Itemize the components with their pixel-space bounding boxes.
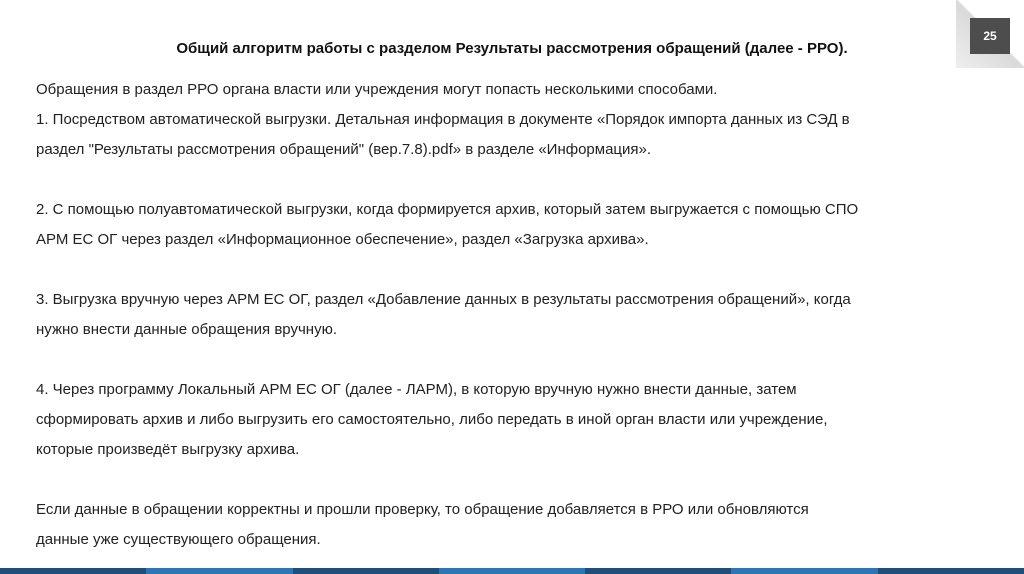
bar-segment bbox=[878, 568, 1024, 574]
item-4-line-2: сформировать архив и либо выгрузить его самостоятельно, либо передать в иной орган власти или учреждение, bbox=[36, 411, 828, 428]
item-3-line-2: нужно внести данные обращения вручную. bbox=[36, 321, 337, 338]
bar-segment bbox=[439, 568, 585, 574]
item-2-line-2: АРМ ЕС ОГ через раздел «Информационное обеспечение», раздел «Загрузка архива». bbox=[36, 231, 649, 248]
conclusion-line-2: данные уже существующего обращения. bbox=[36, 531, 321, 548]
item-1-line-1: 1. Посредством автоматической выгрузки. Детальная информация в документе «Порядок импорта данных из СЭД в bbox=[36, 111, 850, 128]
page-number-badge: 25 bbox=[970, 18, 1010, 54]
item-4-line-1: 4. Через программу Локальный АРМ ЕС ОГ (далее - ЛАРМ), в которую вручную нужно внести данные, затем bbox=[36, 381, 797, 398]
bar-segment bbox=[0, 568, 146, 574]
slide-title: Общий алгоритм работы с разделом Результаты рассмотрения обращений (далее - РРО). bbox=[176, 40, 848, 57]
item-3-line-1: 3. Выгрузка вручную через АРМ ЕС ОГ, раздел «Добавление данных в результаты рассмотрения обращений», когда bbox=[36, 291, 851, 308]
item-4-line-3: которые произведёт выгрузку архива. bbox=[36, 441, 300, 458]
bar-segment bbox=[585, 568, 731, 574]
conclusion-line-1: Если данные в обращении корректны и прошли проверку, то обращение добавляется в РРО или обновляются bbox=[36, 501, 809, 518]
item-2-line-1: 2. С помощью полуавтоматической выгрузки, когда формируется архив, который затем выгружается с помощью СПО bbox=[36, 201, 859, 218]
bar-segment bbox=[146, 568, 292, 574]
intro-text: Обращения в раздел РРО органа власти или учреждения могут попасть несколькими способами. bbox=[36, 81, 718, 98]
slide-content bbox=[36, 75, 986, 555]
bar-segment bbox=[731, 568, 877, 574]
bottom-color-bar bbox=[0, 568, 1024, 574]
item-1-line-2: раздел "Результаты рассмотрения обращений" (вер.7.8).pdf» в разделе «Информация». bbox=[36, 141, 652, 158]
bar-segment bbox=[293, 568, 439, 574]
